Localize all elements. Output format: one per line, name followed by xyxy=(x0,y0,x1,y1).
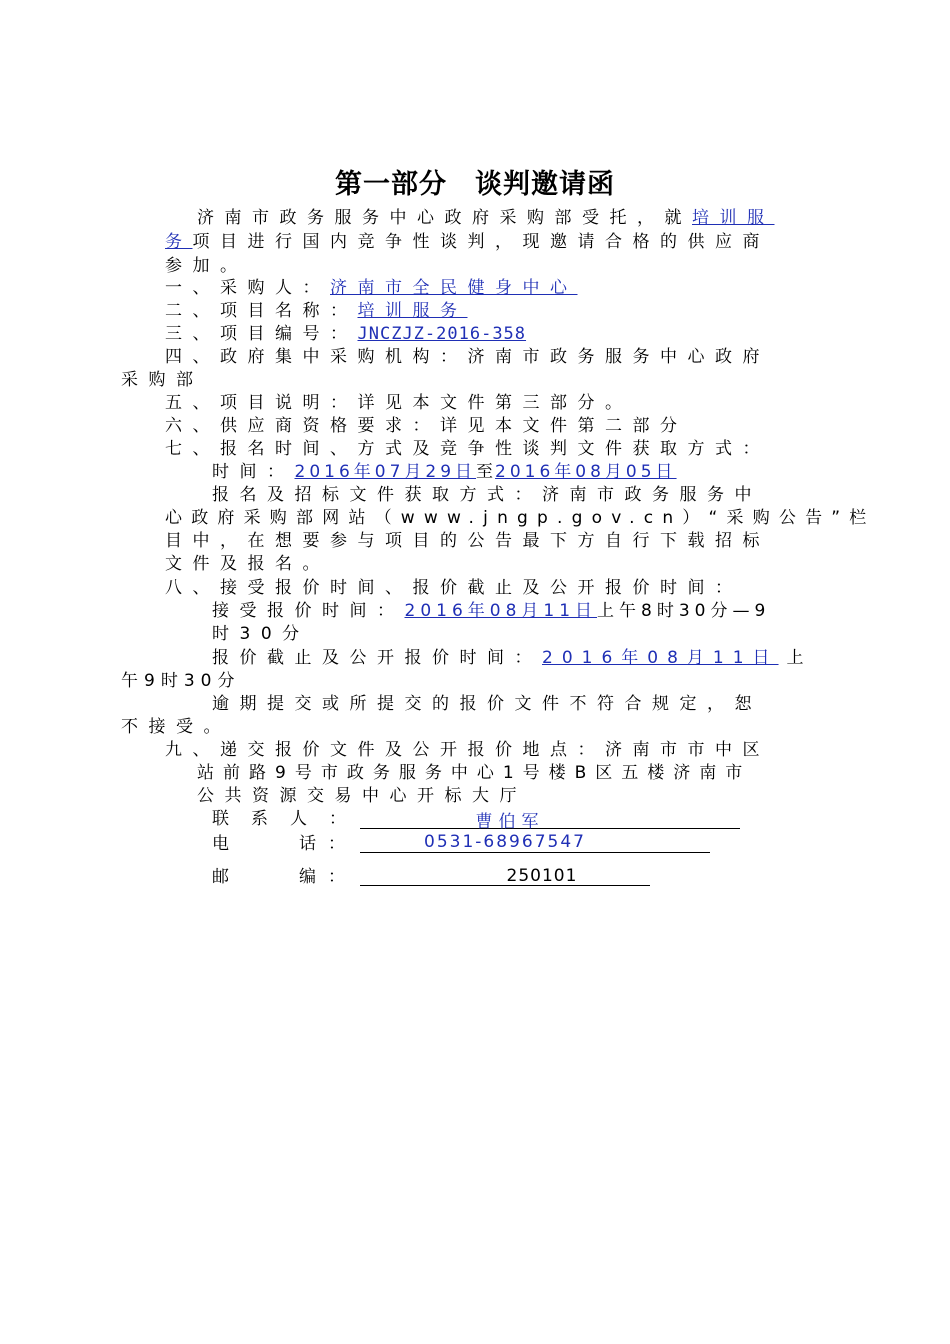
postcode-label: 邮 编： xyxy=(212,867,357,887)
buyer-line xyxy=(165,277,578,299)
intro-text-2: 项目进行国内竞争性谈判，现邀请合格的供应商 xyxy=(192,232,770,252)
buyer-value[interactable]: 济南市全民健身中心 xyxy=(330,278,578,298)
project-number-value[interactable]: JNCZJZ-2016-358 xyxy=(357,324,527,344)
project-name-line xyxy=(165,300,468,322)
accept-time-rest: 上午8时30分—9 xyxy=(597,601,771,621)
deadline-line-2: 午9时30分 xyxy=(121,671,241,691)
registration-method-line-1: 报名及招标文件获取方式：济南市政务服务中 xyxy=(212,485,762,505)
late-line-2: 不接受。 xyxy=(121,717,231,737)
deadline-date: 2016年08月11日 xyxy=(542,648,779,668)
place-line-1: 九、递交报价文件及公开报价地点：济南市市中区 xyxy=(165,740,770,760)
project-desc-line: 五、项目说明：详见本文件第三部分。 xyxy=(165,393,633,413)
registration-method-line-2: 心政府采购部网站（www.jngp.gov.cn）“采购公告”栏 xyxy=(165,508,876,528)
project-name-label: 二、项目名称： xyxy=(165,301,358,321)
registration-time-label: 时间： xyxy=(212,462,295,482)
project-number-line xyxy=(165,323,526,345)
phone-underline xyxy=(360,852,710,853)
agency-line-1: 四、政府集中采购机构：济南市政务服务中心政府 xyxy=(165,347,770,367)
project-name-link[interactable]: 培训服 xyxy=(692,208,775,228)
place-line-3: 公共资源交易中心开标大厅 xyxy=(197,786,527,806)
registration-start-date: 2016年07月29日 xyxy=(294,462,477,482)
agency-line-2: 采购部 xyxy=(121,370,204,390)
intro-line-2 xyxy=(153,231,770,253)
accept-date: 2016年08月11日 xyxy=(404,601,598,621)
deadline-label: 报价截止及公开报价时间： xyxy=(212,648,542,668)
accept-time-line-2: 时30分 xyxy=(212,624,310,644)
intro-text: 济南市政务服务中心政府采购部受托，就 xyxy=(197,208,692,228)
place-line-2: 站前路9号市政务服务中心1号楼B区五楼济南市 xyxy=(197,763,752,783)
qualification-line: 六、供应商资格要求：详见本文件第二部分 xyxy=(165,416,688,436)
buyer-label: 一、采购人： xyxy=(165,278,330,298)
accept-time-label: 接受报价时间： xyxy=(212,601,405,621)
registration-to: 至 xyxy=(476,462,496,482)
postcode-value: 250101 xyxy=(506,866,578,886)
contact-person-value: 曹伯军 xyxy=(475,812,545,832)
registration-title: 七、报名时间、方式及竞争性谈判文件获取方式： xyxy=(165,439,770,459)
late-line-1: 逾期提交或所提交的报价文件不符合规定，恕 xyxy=(212,694,762,714)
registration-time-line xyxy=(212,461,677,483)
accept-time-line xyxy=(212,600,770,622)
project-number-label: 三、项目编号： xyxy=(165,324,358,344)
registration-method-line-4: 文件及报名。 xyxy=(165,554,330,574)
page-title: 第一部分 谈判邀请函 xyxy=(335,169,615,200)
project-name-value[interactable]: 培训服务 xyxy=(357,301,468,321)
deadline-line xyxy=(212,647,814,669)
intro-line-1 xyxy=(197,207,775,229)
quote-title: 八、接受报价时间、报价截止及公开报价时间： xyxy=(165,578,743,598)
project-name-link-cont[interactable]: 务 xyxy=(165,232,193,252)
intro-line-3: 参加。 xyxy=(165,256,248,276)
contact-person-label: 联系人： xyxy=(212,809,368,829)
registration-end-date: 2016年08月05日 xyxy=(495,462,677,482)
phone-label: 电 话： xyxy=(212,834,357,854)
registration-method-line-3: 目中，在想要参与项目的公告最下方自行下载招标 xyxy=(165,531,770,551)
deadline-rest: 上 xyxy=(786,648,815,668)
phone-value: 0531-68967547 xyxy=(424,832,586,852)
